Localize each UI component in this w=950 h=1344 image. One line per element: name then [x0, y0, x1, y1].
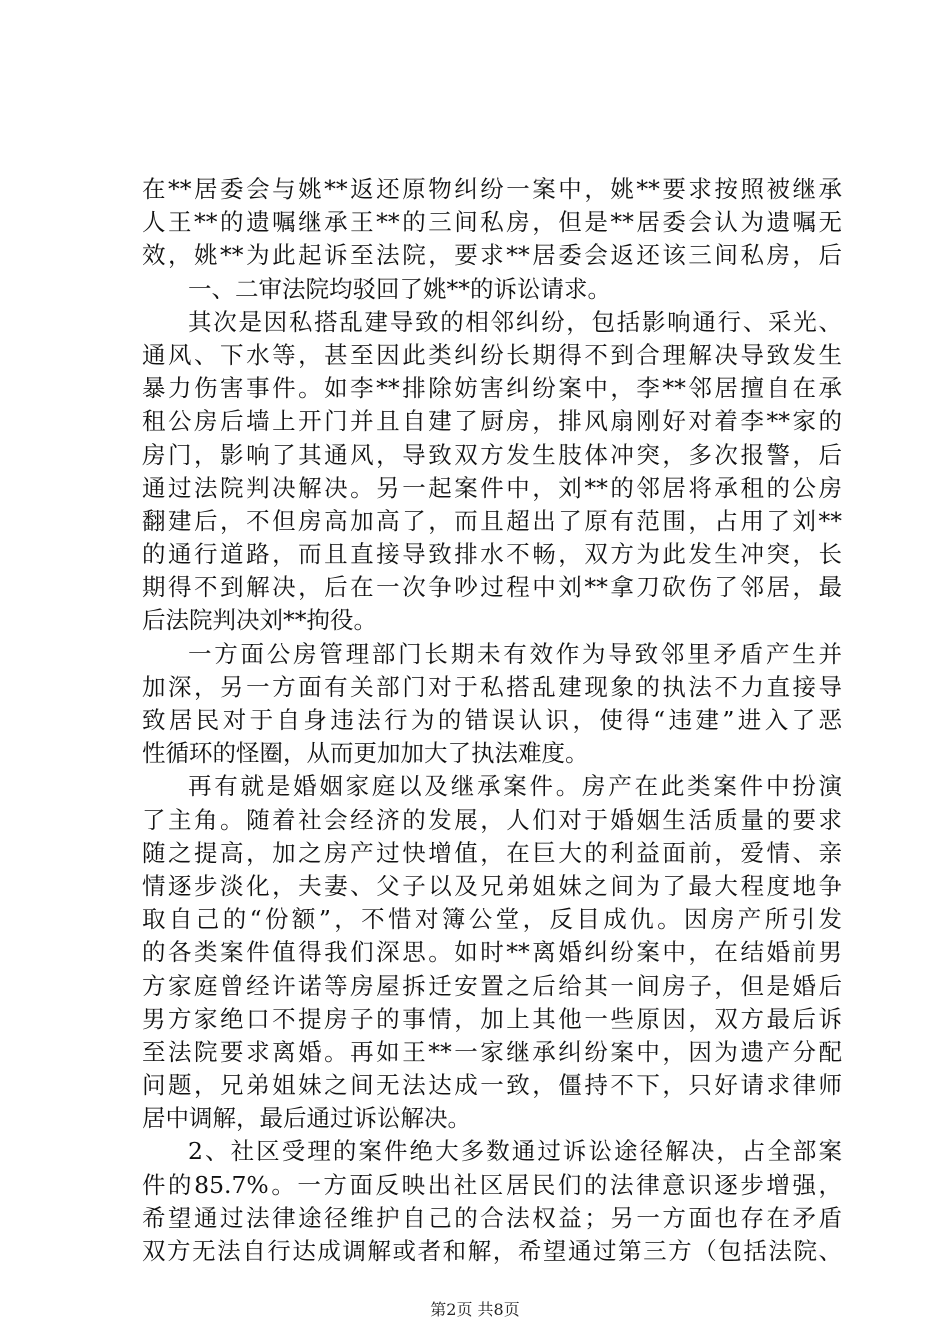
text-line: 2、社区受理的案件绝大多数通过诉讼途径解决，占全部案: [188, 1137, 842, 1166]
text-line: 一方面公房管理部门长期未有效作为导致邻里矛盾产生并: [188, 639, 842, 668]
text-line: 人王**的遗嘱继承王**的三间私房，但是**居委会认为遗嘱无: [142, 208, 842, 237]
text-line: 双方无法自行达成调解或者和解，希望通过第三方（包括法院、: [142, 1237, 842, 1265]
text-line: 的各类案件值得我们深思。如时**离婚纠纷案中，在结婚前男: [142, 938, 842, 967]
text-line: 效，姚**为此起诉至法院，要求**居委会返还该三间私房，后: [142, 241, 842, 270]
text-line: 居中调解，最后通过诉讼解决。: [142, 1104, 471, 1133]
page-footer: 第2页 共8页: [430, 1300, 520, 1319]
text-line: 翻建后，不但房高加高了，而且超出了原有范围，占用了刘**: [142, 506, 842, 535]
text-line: 件的85.7%。一方面反映出社区居民们的法律意识逐步增强，: [142, 1170, 842, 1199]
text-line: 加深，另一方面有关部门对于私搭乱建现象的执法不力直接导: [142, 672, 842, 701]
text-line: 租公房后墙上开门并且自建了厨房，排风扇刚好对着李**家的: [142, 407, 842, 436]
text-line: 取自己的“份额”，不惜对簿公堂，反目成仇。因房产所引发: [142, 905, 842, 934]
text-line: 至法院要求离婚。再如王**一家继承纠纷案中，因为遗产分配: [142, 1037, 842, 1066]
text-line: 通风、下水等，甚至因此类纠纷长期得不到合理解决导致发生: [142, 340, 842, 369]
text-line: 性循环的怪圈，从而更加加大了执法难度。: [142, 739, 589, 768]
text-line: 房门，影响了其通风，导致双方发生肢体冲突，多次报警，后: [142, 440, 842, 469]
text-line: 暴力伤害事件。如李**排除妨害纠纷案中，李**邻居擅自在承: [142, 374, 842, 403]
text-line: 希望通过法律途径维护自己的合法权益；另一方面也存在矛盾: [142, 1203, 842, 1232]
text-line: 一、二审法院均驳回了姚**的诉讼请求。: [188, 274, 611, 303]
text-line: 问题，兄弟姐妹之间无法达成一致，僵持不下，只好请求律师: [142, 1071, 842, 1100]
text-line: 了主角。随着社会经济的发展，人们对于婚姻生活质量的要求: [142, 805, 842, 834]
text-line: 其次是因私搭乱建导致的相邻纠纷，包括影响通行、采光、: [188, 307, 842, 336]
text-line: 期得不到解决，后在一次争吵过程中刘**拿刀砍伤了邻居，最: [142, 573, 842, 602]
text-line: 的通行道路，而且直接导致排水不畅，双方为此发生冲突，长: [142, 540, 842, 569]
document-body: [142, 173, 842, 1268]
text-line: 通过法院判决解决。另一起案件中，刘**的邻居将承租的公房: [142, 473, 842, 502]
text-line: 后法院判决刘**拘役。: [142, 606, 377, 635]
text-line: 致居民对于自身违法行为的错误认识，使得“违建”进入了恶: [142, 706, 842, 734]
text-line: 情逐步淡化，夫妻、父子以及兄弟姐妹之间为了最大程度地争: [142, 871, 842, 900]
text-line: 再有就是婚姻家庭以及继承案件。房产在此类案件中扮演: [188, 772, 842, 801]
text-line: 随之提高，加之房产过快增值，在巨大的利益面前，爱情、亲: [142, 838, 842, 867]
text-line: 方家庭曾经许诺等房屋拆迁安置之后给其一间房子，但是婚后: [142, 971, 842, 1000]
text-line: 在**居委会与姚**返还原物纠纷一案中，姚**要求按照被继承: [142, 175, 842, 203]
text-line: 男方家绝口不提房子的事情，加上其他一些原因，双方最后诉: [142, 1004, 842, 1033]
